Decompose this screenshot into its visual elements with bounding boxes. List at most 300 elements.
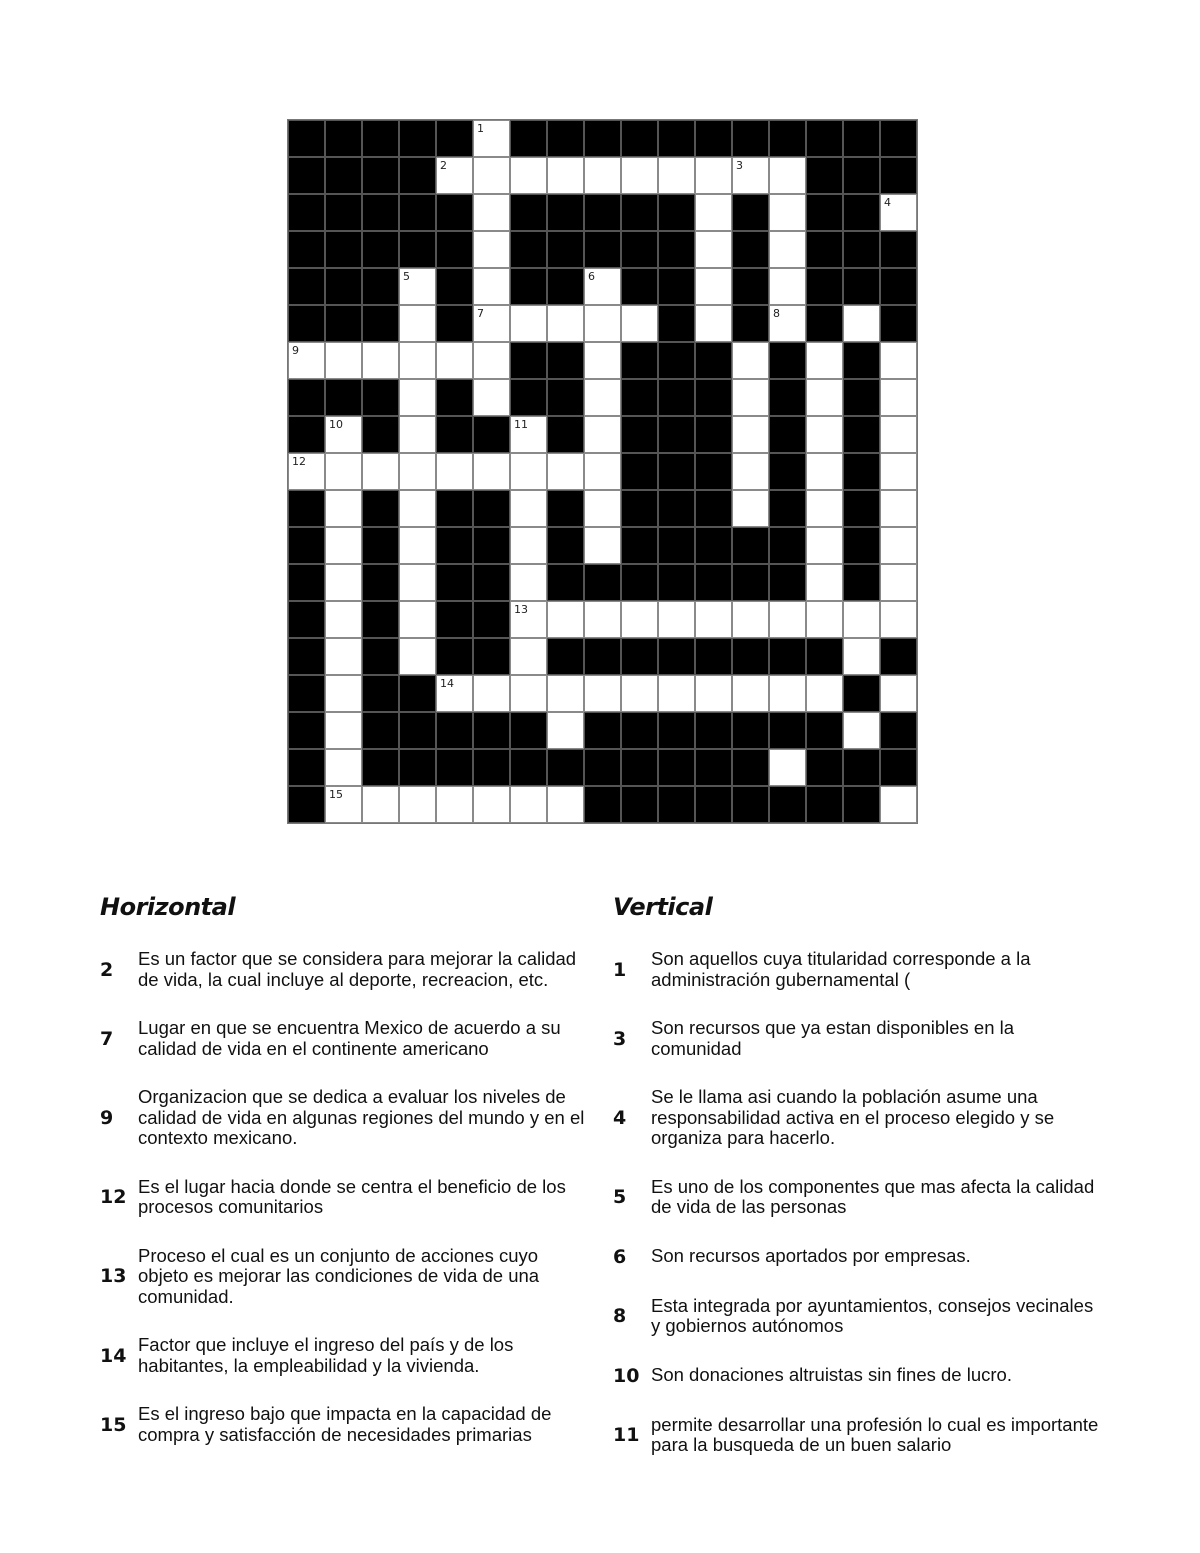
block-cell [732, 120, 769, 157]
answer-cell[interactable] [473, 305, 510, 342]
clue-text: Es un factor que se considera para mejorar la calidad de vida, la cual incluye al deporte, recreacion, etc. [138, 948, 577, 990]
clue-text: Es uno de los componentes que mas afecta la calidad de vida de las personas [651, 1175, 1095, 1217]
block-cell [769, 453, 806, 490]
answer-cell[interactable] [732, 490, 769, 527]
answer-cell[interactable] [399, 416, 436, 453]
block-cell [621, 490, 658, 527]
block-cell [547, 268, 584, 305]
clue-number: 13 [514, 603, 528, 616]
answer-cell[interactable] [399, 564, 436, 601]
block-cell [584, 120, 621, 157]
clue-number: 11 [613, 1424, 640, 1446]
answer-cell[interactable] [473, 786, 510, 823]
block-cell [473, 601, 510, 638]
block-cell [436, 416, 473, 453]
horizontal-clue [100, 949, 590, 990]
block-cell [362, 268, 399, 305]
block-cell [325, 231, 362, 268]
block-cell [362, 379, 399, 416]
block-cell [769, 120, 806, 157]
answer-cell[interactable] [695, 601, 732, 638]
answer-cell[interactable] [510, 490, 547, 527]
block-cell [362, 712, 399, 749]
block-cell [695, 490, 732, 527]
answer-cell[interactable] [325, 564, 362, 601]
answer-cell[interactable] [806, 527, 843, 564]
clue-number: 8 [613, 1305, 627, 1327]
answer-cell[interactable] [399, 638, 436, 675]
clue-number: 5 [613, 1186, 627, 1208]
clue-text: Son donaciones altruistas sin fines de lucro. [651, 1364, 1012, 1386]
block-cell [288, 157, 325, 194]
block-cell [806, 786, 843, 823]
block-cell [621, 342, 658, 379]
block-cell [732, 564, 769, 601]
answer-cell[interactable] [658, 157, 695, 194]
answer-cell[interactable] [399, 786, 436, 823]
horizontal-clue [100, 1335, 590, 1376]
answer-cell[interactable] [362, 342, 399, 379]
answer-cell[interactable] [584, 157, 621, 194]
clue-number: 12 [100, 1186, 127, 1208]
block-cell [436, 231, 473, 268]
answer-cell[interactable] [769, 231, 806, 268]
block-cell [510, 712, 547, 749]
block-cell [547, 379, 584, 416]
answer-cell[interactable] [732, 453, 769, 490]
answer-cell[interactable] [473, 379, 510, 416]
block-cell [732, 749, 769, 786]
answer-cell[interactable] [880, 379, 917, 416]
block-cell [547, 416, 584, 453]
block-cell [658, 712, 695, 749]
answer-cell[interactable] [695, 231, 732, 268]
block-cell [843, 527, 880, 564]
answer-cell[interactable] [584, 490, 621, 527]
block-cell [436, 749, 473, 786]
clue-text: Lugar en que se encuentra Mexico de acuerdo a su calidad de vida en el continente americano [138, 1017, 561, 1059]
answer-cell[interactable] [399, 342, 436, 379]
vertical-clue [613, 949, 1103, 990]
answer-cell[interactable] [658, 601, 695, 638]
block-cell [436, 564, 473, 601]
answer-cell[interactable] [843, 601, 880, 638]
block-cell [584, 638, 621, 675]
answer-cell[interactable] [806, 675, 843, 712]
answer-cell[interactable] [399, 490, 436, 527]
block-cell [658, 527, 695, 564]
block-cell [769, 527, 806, 564]
block-cell [695, 120, 732, 157]
answer-cell[interactable] [806, 379, 843, 416]
answer-cell[interactable] [843, 638, 880, 675]
answer-cell[interactable] [880, 194, 917, 231]
answer-cell[interactable] [732, 416, 769, 453]
block-cell [695, 453, 732, 490]
clue-number: 14 [440, 677, 454, 690]
answer-cell[interactable] [880, 675, 917, 712]
answer-cell[interactable] [584, 675, 621, 712]
block-cell [658, 490, 695, 527]
block-cell [843, 268, 880, 305]
block-cell [584, 194, 621, 231]
clue-number: 9 [100, 1106, 114, 1129]
block-cell [473, 712, 510, 749]
answer-cell[interactable] [769, 157, 806, 194]
block-cell [732, 712, 769, 749]
answer-cell[interactable] [399, 527, 436, 564]
answer-cell[interactable] [806, 601, 843, 638]
answer-cell[interactable] [473, 342, 510, 379]
answer-cell[interactable] [362, 453, 399, 490]
block-cell [399, 675, 436, 712]
answer-cell[interactable] [510, 638, 547, 675]
answer-cell[interactable] [510, 527, 547, 564]
answer-cell[interactable] [399, 601, 436, 638]
answer-cell[interactable] [732, 601, 769, 638]
answer-cell[interactable] [325, 601, 362, 638]
block-cell [806, 194, 843, 231]
horizontal-clue [100, 1404, 590, 1445]
answer-cell[interactable] [880, 342, 917, 379]
clue-number: 9 [292, 344, 299, 357]
block-cell [621, 564, 658, 601]
vertical-heading: Vertical [613, 893, 713, 921]
answer-cell[interactable] [436, 342, 473, 379]
block-cell [362, 231, 399, 268]
horizontal-heading: Horizontal [100, 893, 236, 921]
answer-cell[interactable] [510, 564, 547, 601]
block-cell [436, 601, 473, 638]
answer-cell[interactable] [843, 305, 880, 342]
block-cell [732, 268, 769, 305]
answer-cell[interactable] [584, 379, 621, 416]
clue-number: 5 [403, 270, 410, 283]
block-cell [843, 675, 880, 712]
answer-cell[interactable] [473, 675, 510, 712]
answer-cell[interactable] [325, 453, 362, 490]
clue-text: Es el lugar hacia donde se centra el beneficio de los procesos comunitarios [138, 1175, 566, 1217]
block-cell [658, 379, 695, 416]
clue-number: 12 [292, 455, 306, 468]
horizontal-clue [100, 1246, 590, 1308]
block-cell [510, 379, 547, 416]
block-cell [843, 231, 880, 268]
block-cell [658, 564, 695, 601]
clue-number: 14 [100, 1344, 127, 1367]
block-cell [843, 749, 880, 786]
block-cell [436, 268, 473, 305]
block-cell [695, 638, 732, 675]
clue-text: Organizacion que se dedica a evaluar los niveles de calidad de vida en algunas regiones del mundo y en el contexto mexicano. [138, 1086, 585, 1148]
answer-cell[interactable] [621, 157, 658, 194]
block-cell [843, 194, 880, 231]
block-cell [547, 749, 584, 786]
answer-cell[interactable] [584, 342, 621, 379]
answer-cell[interactable] [510, 786, 547, 823]
block-cell [399, 231, 436, 268]
vertical-clue [613, 1018, 1103, 1059]
clue-number: 7 [477, 307, 484, 320]
answer-cell[interactable] [621, 601, 658, 638]
answer-cell[interactable] [547, 675, 584, 712]
block-cell [843, 564, 880, 601]
answer-cell[interactable] [732, 379, 769, 416]
answer-cell[interactable] [769, 268, 806, 305]
block-cell [288, 675, 325, 712]
block-cell [695, 416, 732, 453]
answer-cell[interactable] [695, 268, 732, 305]
answer-cell[interactable] [695, 305, 732, 342]
answer-cell[interactable] [584, 601, 621, 638]
block-cell [288, 527, 325, 564]
block-cell [510, 194, 547, 231]
answer-cell[interactable] [806, 564, 843, 601]
answer-cell[interactable] [510, 601, 547, 638]
block-cell [732, 231, 769, 268]
answer-cell[interactable] [325, 416, 362, 453]
answer-cell[interactable] [621, 675, 658, 712]
block-cell [621, 416, 658, 453]
answer-cell[interactable] [547, 157, 584, 194]
clue-number: 15 [329, 788, 343, 801]
answer-cell[interactable] [584, 453, 621, 490]
answer-cell[interactable] [325, 638, 362, 675]
answer-cell[interactable] [510, 675, 547, 712]
answer-cell[interactable] [769, 749, 806, 786]
block-cell [621, 231, 658, 268]
answer-cell[interactable] [769, 194, 806, 231]
block-cell [325, 194, 362, 231]
block-cell [769, 342, 806, 379]
answer-cell[interactable] [325, 749, 362, 786]
answer-cell[interactable] [362, 786, 399, 823]
block-cell [547, 490, 584, 527]
clue-text: Son recursos que ya estan disponibles en la comunidad [651, 1017, 1015, 1059]
block-cell [436, 305, 473, 342]
block-cell [658, 638, 695, 675]
answer-cell[interactable] [325, 490, 362, 527]
answer-cell[interactable] [732, 157, 769, 194]
block-cell [806, 305, 843, 342]
block-cell [769, 564, 806, 601]
answer-cell[interactable] [806, 416, 843, 453]
vertical-clue [613, 1365, 1103, 1387]
clue-text: permite desarrollar una profesión lo cual es importante para la busqueda de un buen salario [651, 1413, 1099, 1455]
clue-number: 1 [613, 958, 627, 981]
block-cell [732, 194, 769, 231]
block-cell [843, 786, 880, 823]
block-cell [621, 749, 658, 786]
block-cell [769, 490, 806, 527]
block-cell [880, 712, 917, 749]
block-cell [510, 342, 547, 379]
answer-cell[interactable] [325, 712, 362, 749]
block-cell [547, 564, 584, 601]
block-cell [288, 564, 325, 601]
answer-cell[interactable] [473, 157, 510, 194]
answer-cell[interactable] [399, 268, 436, 305]
clue-number: 15 [100, 1413, 127, 1436]
block-cell [880, 305, 917, 342]
answer-cell[interactable] [695, 675, 732, 712]
block-cell [399, 712, 436, 749]
answer-cell[interactable] [880, 416, 917, 453]
block-cell [547, 194, 584, 231]
block-cell [288, 120, 325, 157]
answer-cell[interactable] [880, 564, 917, 601]
answer-cell[interactable] [473, 268, 510, 305]
block-cell [288, 231, 325, 268]
answer-cell[interactable] [436, 157, 473, 194]
answer-cell[interactable] [584, 305, 621, 342]
block-cell [621, 379, 658, 416]
block-cell [436, 490, 473, 527]
answer-cell[interactable] [732, 342, 769, 379]
block-cell [473, 490, 510, 527]
answer-cell[interactable] [399, 453, 436, 490]
block-cell [769, 379, 806, 416]
answer-cell[interactable] [843, 712, 880, 749]
answer-cell[interactable] [436, 786, 473, 823]
answer-cell[interactable] [436, 453, 473, 490]
answer-cell[interactable] [473, 120, 510, 157]
answer-cell[interactable] [473, 194, 510, 231]
answer-cell[interactable] [880, 490, 917, 527]
block-cell [843, 379, 880, 416]
block-cell [880, 638, 917, 675]
clue-number: 4 [613, 1106, 627, 1129]
block-cell [584, 749, 621, 786]
answer-cell[interactable] [510, 416, 547, 453]
answer-cell[interactable] [732, 675, 769, 712]
block-cell [399, 749, 436, 786]
answer-cell[interactable] [695, 157, 732, 194]
block-cell [325, 120, 362, 157]
answer-cell[interactable] [806, 453, 843, 490]
block-cell [473, 564, 510, 601]
block-cell [288, 194, 325, 231]
answer-cell[interactable] [288, 342, 325, 379]
block-cell [732, 305, 769, 342]
answer-cell[interactable] [658, 675, 695, 712]
answer-cell[interactable] [806, 490, 843, 527]
clue-number: 6 [588, 270, 595, 283]
block-cell [658, 749, 695, 786]
answer-cell[interactable] [547, 712, 584, 749]
answer-cell[interactable] [547, 305, 584, 342]
block-cell [362, 601, 399, 638]
block-cell [658, 786, 695, 823]
block-cell [658, 305, 695, 342]
block-cell [510, 120, 547, 157]
block-cell [880, 268, 917, 305]
block-cell [288, 416, 325, 453]
block-cell [658, 453, 695, 490]
answer-cell[interactable] [806, 342, 843, 379]
block-cell [732, 638, 769, 675]
answer-cell[interactable] [547, 453, 584, 490]
answer-cell[interactable] [325, 675, 362, 712]
vertical-clue [613, 1246, 1103, 1268]
answer-cell[interactable] [621, 305, 658, 342]
answer-cell[interactable] [584, 416, 621, 453]
answer-cell[interactable] [436, 675, 473, 712]
block-cell [399, 157, 436, 194]
block-cell [325, 157, 362, 194]
clue-number: 6 [613, 1245, 627, 1268]
answer-cell[interactable] [325, 342, 362, 379]
clue-number: 2 [440, 159, 447, 172]
answer-cell[interactable] [399, 379, 436, 416]
block-cell [806, 268, 843, 305]
block-cell [362, 564, 399, 601]
clue-text: Esta integrada por ayuntamientos, consejos vecinales y gobiernos autónomos [651, 1294, 1094, 1336]
block-cell [547, 342, 584, 379]
block-cell [436, 527, 473, 564]
block-cell [621, 638, 658, 675]
block-cell [584, 231, 621, 268]
answer-cell[interactable] [880, 786, 917, 823]
block-cell [325, 305, 362, 342]
block-cell [362, 749, 399, 786]
answer-cell[interactable] [769, 601, 806, 638]
answer-cell[interactable] [288, 453, 325, 490]
block-cell [436, 638, 473, 675]
clue-number: 13 [100, 1265, 127, 1288]
answer-cell[interactable] [510, 453, 547, 490]
vertical-clue [613, 1415, 1103, 1456]
vertical-clue [613, 1296, 1103, 1337]
block-cell [806, 157, 843, 194]
vertical-clue-list [613, 949, 1103, 1456]
vertical-clue [613, 1177, 1103, 1218]
answer-cell[interactable] [584, 268, 621, 305]
block-cell [547, 120, 584, 157]
vertical-clues [613, 893, 1103, 1484]
answer-cell[interactable] [473, 231, 510, 268]
answer-cell[interactable] [547, 786, 584, 823]
horizontal-clues [100, 893, 590, 1473]
block-cell [806, 712, 843, 749]
answer-cell[interactable] [769, 305, 806, 342]
block-cell [621, 268, 658, 305]
block-cell [695, 749, 732, 786]
answer-cell[interactable] [880, 453, 917, 490]
answer-cell[interactable] [584, 527, 621, 564]
answer-cell[interactable] [510, 157, 547, 194]
answer-cell[interactable] [510, 305, 547, 342]
block-cell [695, 712, 732, 749]
answer-cell[interactable] [325, 786, 362, 823]
answer-cell[interactable] [880, 601, 917, 638]
block-cell [362, 120, 399, 157]
block-cell [473, 638, 510, 675]
clue-number: 4 [884, 196, 891, 209]
block-cell [621, 194, 658, 231]
answer-cell[interactable] [695, 194, 732, 231]
block-cell [288, 379, 325, 416]
block-cell [769, 638, 806, 675]
answer-cell[interactable] [399, 305, 436, 342]
answer-cell[interactable] [473, 453, 510, 490]
block-cell [769, 416, 806, 453]
answer-cell[interactable] [547, 601, 584, 638]
answer-cell[interactable] [769, 675, 806, 712]
answer-cell[interactable] [325, 527, 362, 564]
answer-cell[interactable] [880, 527, 917, 564]
block-cell [658, 342, 695, 379]
